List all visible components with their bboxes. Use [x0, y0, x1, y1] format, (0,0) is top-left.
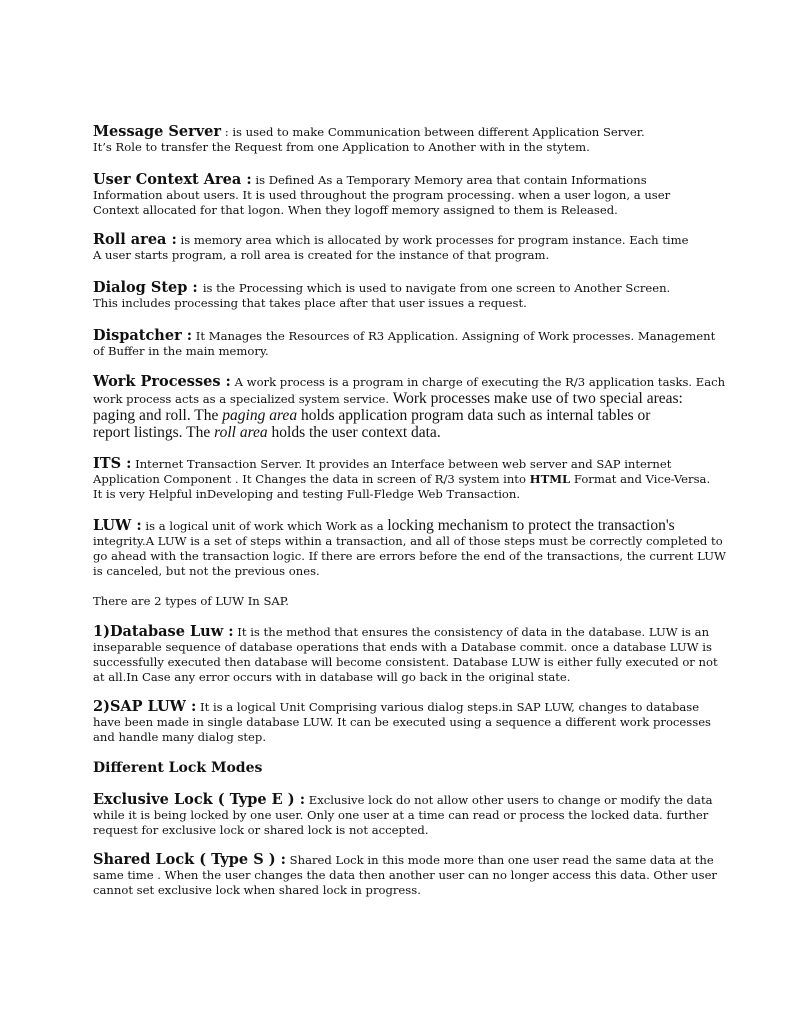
text: This includes processing that takes place after that user issues a request. — [93, 296, 527, 310]
text-italic: paging area — [222, 407, 298, 424]
term-dialog-step: Dialog Step : — [93, 279, 203, 296]
para-exclusive-lock — [93, 792, 713, 838]
text-bold: HTML — [529, 472, 571, 486]
para-luw — [93, 517, 726, 579]
text: while it is being locked by one user. Only one user at a time can read or process the locked data. further — [93, 808, 709, 822]
term-work-processes: Work Processes : — [93, 373, 231, 390]
text: Context allocated for that logon. When they logoff memory assigned to them is Released. — [93, 203, 618, 217]
para-roll-area — [93, 232, 688, 263]
text: is canceled, but not the previous ones. — [93, 564, 320, 578]
text: locking mechanism to protect the transaction's — [387, 517, 675, 534]
text: Shared Lock in this mode more than one user read the same data at the — [285, 853, 714, 867]
para-sap-luw — [93, 699, 711, 745]
text: A user starts program, a roll area is created for the instance of that program. — [93, 248, 550, 262]
text: report listings. The — [93, 424, 215, 441]
term-database-luw: 1)Database Luw : — [93, 623, 234, 640]
term-sap-luw: 2)SAP LUW : — [93, 698, 197, 715]
text: and handle many dialog step. — [93, 730, 267, 744]
term-user-context: User Context Area : — [93, 171, 252, 188]
para-dialog-step — [93, 280, 670, 311]
text: cannot set exclusive lock when shared lock in progress. — [93, 883, 421, 897]
text-italic: roll area — [214, 424, 268, 441]
text: There are 2 types of LUW In SAP. — [93, 594, 289, 608]
term-its: ITS : — [93, 455, 132, 472]
para-message-server — [93, 124, 645, 155]
text: : is used to make Communication between different Application Server. — [221, 125, 645, 139]
text: successfully executed then database will become consistent. Database LUW is either fully executed or not — [93, 655, 718, 669]
term-roll-area: Roll area : — [93, 231, 177, 248]
heading: Different Lock Modes — [93, 760, 263, 776]
text: is the Processing which is used to navigate from one screen to Another Screen. — [202, 281, 671, 295]
text: have been made in single database LUW. It can be executed using a sequence a different work processes — [93, 715, 711, 729]
text: of Buffer in the main memory. — [93, 344, 269, 358]
text: holds application program data such as internal tables or — [297, 407, 651, 424]
para-database-luw — [93, 624, 718, 685]
text: same time . When the user changes the data then another user can no longer access this data. Other user — [93, 868, 717, 882]
text: paging and roll. The — [93, 407, 223, 424]
term-exclusive-lock: Exclusive Lock ( Type E ) : — [93, 791, 306, 808]
text: is Defined As a Temporary Memory area that contain Informations — [251, 173, 647, 187]
text: is memory area which is allocated by work processes for program instance. Each time — [176, 233, 689, 247]
text: It is very Helpful inDeveloping and testing Full-Fledge Web Transaction. — [93, 487, 521, 501]
para-shared-lock — [93, 852, 717, 898]
para-dispatcher — [93, 328, 715, 359]
text: Information about users. It is used throughout the program processing. when a user logon, a user — [93, 188, 671, 202]
text: at all.In Case any error occurs with in database will go back in the original state. — [93, 670, 571, 684]
para-types-intro — [93, 594, 289, 609]
text: A work process is a program in charge of executing the R/3 application tasks. Each — [230, 375, 726, 389]
text: is a logical unit of work which Work as a — [141, 519, 388, 533]
text: Work processes make use of two special areas: — [392, 390, 683, 407]
text: It is a logical Unit Comprising various dialog steps.in SAP LUW, changes to database — [196, 700, 700, 714]
text: inseparable sequence of database operations that ends with a Database commit. once a database LUW is — [93, 640, 712, 654]
text: It Manages the Resources of R3 Application. Assigning of Work processes. Management — [192, 329, 716, 343]
text: request for exclusive lock or shared lock is not accepted. — [93, 823, 429, 837]
para-user-context — [93, 172, 670, 218]
text: Internet Transaction Server. It provides an Interface between web server and SAP internet — [131, 457, 672, 471]
para-its — [93, 456, 710, 502]
text: work process acts as a specialized system service. — [93, 392, 393, 406]
section-heading-lock-modes — [93, 761, 262, 776]
text: It’s Role to transfer the Request from one Application to Another with in the stytem. — [93, 140, 590, 154]
term-dispatcher: Dispatcher : — [93, 327, 193, 344]
term-shared-lock: Shared Lock ( Type S ) : — [93, 851, 286, 868]
text: Exclusive lock do not allow other users to change or modify the data — [305, 793, 713, 807]
para-work-processes — [93, 374, 725, 441]
text: go ahead with the transaction logic. If there are errors before the end of the transactions, the current LUW — [93, 549, 726, 563]
term-message-server: Message Server — [93, 123, 222, 140]
text: Format and Vice-Versa. — [570, 472, 711, 486]
text: It is the method that ensures the consistency of data in the database. LUW is an — [233, 625, 710, 639]
term-luw: LUW : — [93, 517, 142, 534]
text: integrity.A LUW is a set of steps within a transaction, and all of those steps must be correctly completed to — [93, 534, 723, 548]
text: Application Component . It Changes the data in screen of R/3 system into — [93, 472, 530, 486]
text: holds the user context data. — [267, 424, 441, 441]
